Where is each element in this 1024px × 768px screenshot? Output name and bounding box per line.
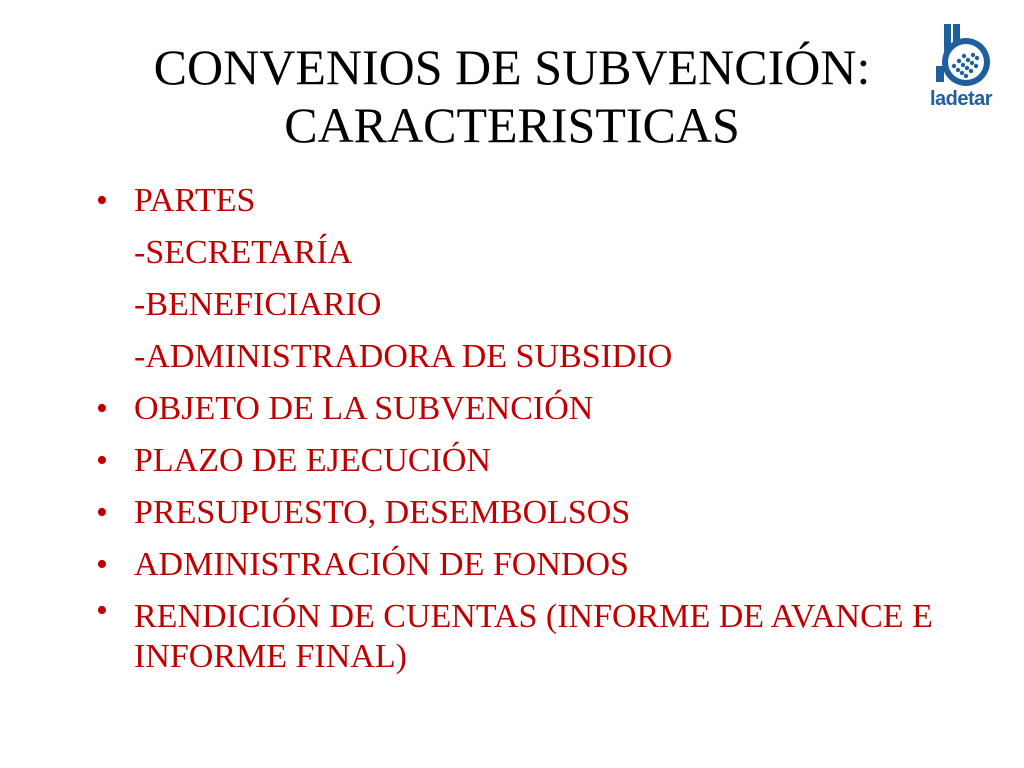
bullet-list [96,175,976,677]
list-item-rendicion [96,591,976,677]
list-item-text: -ADMINISTRADORA DE SUBSIDIO [134,338,673,375]
list-subitem-secretaria [96,227,976,279]
list-item-text: -SECRETARÍA [134,234,353,271]
list-item-plazo [96,435,976,487]
bullet-icon: • [96,494,108,531]
slide-title [0,38,1024,154]
list-item-text: PARTES [134,182,256,219]
list-item-text: OBJETO DE LA SUBVENCIÓN [134,390,594,427]
list-item-administracion [96,539,976,591]
logo-text: ladetar [929,88,993,110]
list-item-presupuesto [96,487,976,539]
list-item-partes [96,175,976,227]
bullet-icon: • [96,390,108,427]
bullet-icon: • [96,182,108,219]
bullet-icon: • [96,592,108,629]
list-item-text: -BENEFICIARIO [134,286,382,323]
slide-title-line-2: CARACTERISTICAS [284,97,740,153]
list-item-text: RENDICIÓN DE CUENTAS (INFORME DE AVANCE E INFORME FINAL) [134,598,933,675]
bullet-icon: • [96,442,108,479]
list-item-text: ADMINISTRACIÓN DE FONDOS [134,546,629,583]
ladetar-logo-icon [920,22,1002,92]
list-subitem-administradora [96,331,976,383]
list-item-text: PRESUPUESTO, DESEMBOLSOS [134,494,631,531]
list-item-objeto [96,383,976,435]
list-subitem-beneficiario [96,279,976,331]
ladetar-logo [920,22,1002,114]
bullet-icon: • [96,546,108,583]
slide-title-line-1: CONVENIOS DE SUBVENCIÓN: [153,39,871,95]
list-item-text: PLAZO DE EJECUCIÓN [134,442,491,479]
